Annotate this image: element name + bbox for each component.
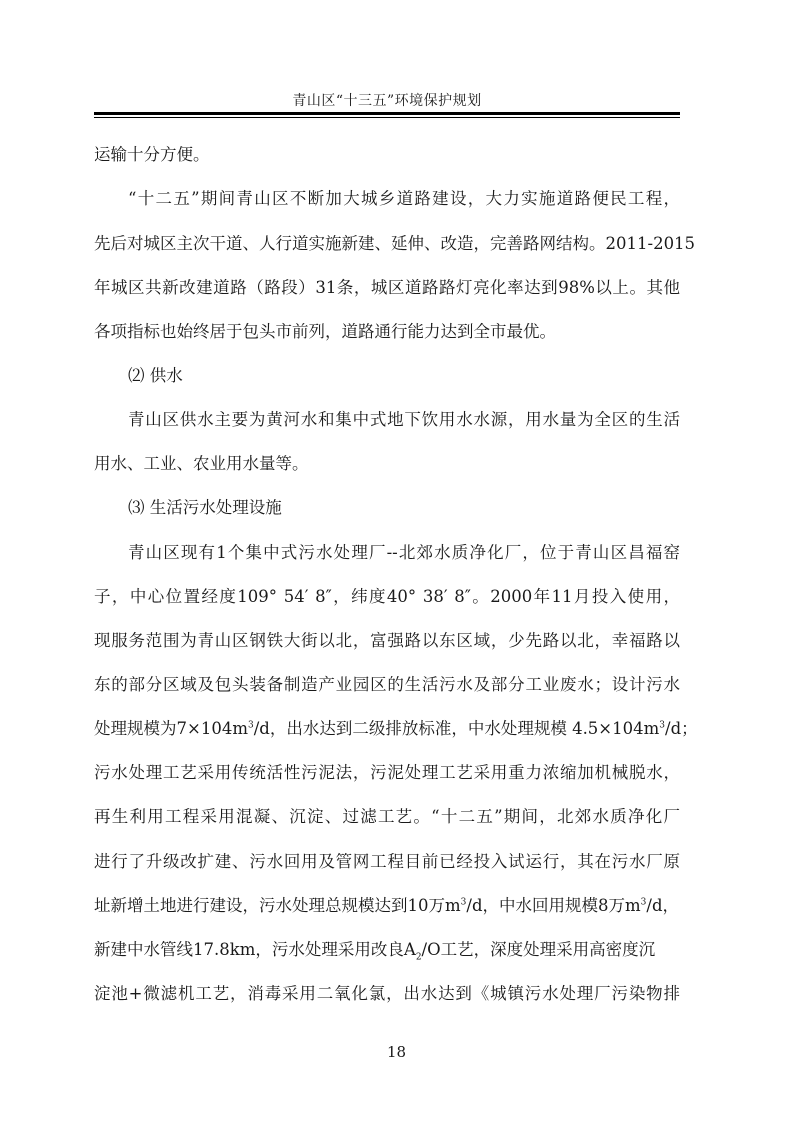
subscript: 2 [415, 952, 422, 963]
text-segment: 处理规模为7×104m [94, 719, 248, 738]
header-rule-thick [94, 112, 680, 115]
text-segment: /d，中水回用规模8万m [466, 896, 641, 915]
text-line: 现服务范围为青山区钢铁大街以北，富强路以东区域，少先路以北，幸福路以 [94, 631, 680, 650]
text-line: 运输十分方便。 [94, 145, 210, 164]
text-line: 青山区现有1个集中式污水处理厂--北郊水质净化厂，位于青山区昌福窑 [128, 543, 680, 562]
text-line: 用水、工业、农业用水量等。 [94, 454, 309, 473]
text-line: 青山区供水主要为黄河水和集中式地下饮用水水源，用水量为全区的生活 [128, 410, 680, 429]
text-segment: /d，出水达到二级排放标准，中水处理规模 4.5×104m [253, 719, 660, 738]
section-heading-sewage: ⑶ 生活污水处理设施 [128, 498, 282, 517]
section-heading-water-supply: ⑵ 供水 [128, 366, 183, 385]
text-line [94, 936, 656, 963]
header-rule-thin [94, 117, 680, 118]
text-segment: /d； [665, 719, 698, 738]
text-line: 进行了升级改扩建、污水回用及管网工程目前已经投入试运行，其在污水厂原 [94, 852, 680, 871]
text-line: 年城区共新改建道路（路段）31条，城区道路路灯亮化率达到98%以上。其他 [94, 278, 680, 297]
superscript: 3 [640, 897, 647, 908]
superscript: 3 [247, 720, 254, 731]
page-number: 18 [386, 1043, 407, 1061]
text-line: 先后对城区主次干道、人行道实施新建、延伸、改造，完善路网结构。2011-2015 [94, 234, 696, 253]
superscript: 3 [659, 720, 666, 731]
text-line: 污水处理工艺采用传统活性污泥法，污泥处理工艺采用重力浓缩加机械脱水， [94, 763, 680, 782]
text-line: 东的部分区域及包头装备制造产业园区的生活污水及部分工业废水；设计污水 [94, 675, 680, 694]
superscript: 3 [460, 897, 467, 908]
text-segment: /O工艺，深度处理采用高密度沉 [421, 940, 656, 959]
text-segment: 新建中水管线17.8km，污水处理采用改良A [94, 940, 416, 959]
text-line: 淀池+微滤机工艺，消毒采用二氧化氯，出水达到《城镇污水处理厂污染物排 [94, 984, 680, 1003]
text-line: 各项指标也始终居于包头市前列，道路通行能力达到全市最优。 [94, 322, 556, 341]
text-segment: /d， [646, 896, 680, 915]
text-line [94, 715, 698, 739]
text-line [94, 892, 679, 916]
text-line: “十二五”期间青山区不断加大城乡道路建设，大力实施道路便民工程， [128, 189, 680, 208]
text-segment: 址新增土地进行建设，污水处理总规模达到10万m [94, 896, 461, 915]
page-header-title: 青山区“十三五”环境保护规划 [292, 93, 482, 109]
text-line: 子，中心位置经度109° 54′ 8″，纬度40° 38′ 8″。2000年11月投入使用， [94, 587, 680, 606]
text-line: 再生利用工程采用混凝、沉淀、过滤工艺。“十二五”期间，北郊水质净化厂 [94, 807, 680, 826]
